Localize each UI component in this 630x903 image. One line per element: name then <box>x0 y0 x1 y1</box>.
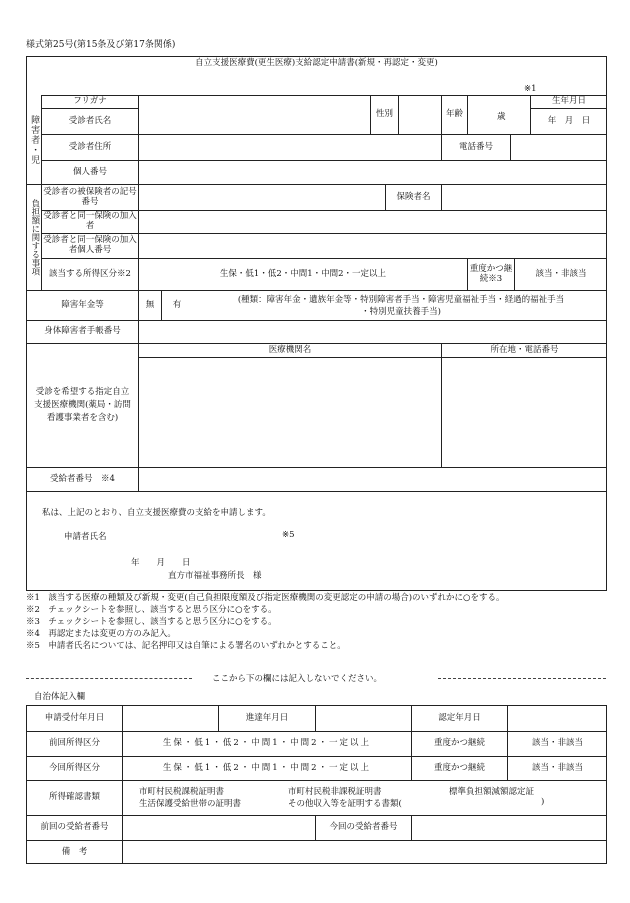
curr-income-options[interactable]: 生保・低1・低2・中間1・中間2・一定以上 <box>162 762 372 773</box>
pension-types-line1: (種類：障害年金・遺族年金等・特別障害者手当・障害児童福祉手当・経過的福祉手当 <box>237 295 565 305</box>
patient-address-field[interactable] <box>139 135 441 160</box>
note-2: ※2 チェックシートを参照し、該当すると思う区分に○をする。 <box>26 605 277 615</box>
approval-date-label: 認定年月日 <box>438 712 481 723</box>
recipient-number-field[interactable] <box>139 468 606 491</box>
patient-name-field[interactable] <box>139 96 370 134</box>
receipt-date-label: 申請受付年月日 <box>44 712 105 723</box>
patient-name-label: 受診者氏名 <box>68 115 112 126</box>
form-title: 自立支援医療費(更生医療)支給認定申請書(新規・再認定・変更) <box>195 58 438 69</box>
same-insurance-member-label: 受診者と同一保険の加入者 <box>43 211 137 231</box>
prev-severe-label: 重度かつ継続 <box>433 738 485 749</box>
note-1: ※1 該当する医療の種類及び新規・変更(自己負担限度額及び指定医療機関の変更認定の申請の場合)のいずれかに○をする。 <box>26 593 505 603</box>
furigana-label: フリガナ <box>73 96 107 107</box>
income-docs-label: 所得確認書類 <box>48 792 100 803</box>
doc-reduction-cert: 標準負担額減額認定証 <box>449 787 535 797</box>
pension-types-line2: ・特別児童扶養手当) <box>361 307 441 317</box>
applicant-name-label: 申請者氏名 <box>64 532 107 542</box>
divider-right <box>438 678 606 679</box>
age-unit: 歳 <box>497 112 506 122</box>
severe-continuous-options[interactable]: 該当・非該当 <box>535 268 587 279</box>
burden-group-label: 負担額に関する事項 <box>29 199 40 276</box>
age-label: 年齢 <box>445 109 463 120</box>
prev-severe-options[interactable]: 該当・非該当 <box>531 738 583 749</box>
divider-left <box>26 678 192 679</box>
curr-severe-options[interactable]: 該当・非該当 <box>531 762 583 773</box>
handbook-label: 身体障害者手帳番号 <box>44 326 121 337</box>
remarks-field[interactable] <box>123 841 607 864</box>
institution-label: 受診を希望する指定自立支援医療機関(薬局・訪問看護事業者を含む) <box>34 387 131 423</box>
application-date: 年 月 日 <box>131 558 191 568</box>
doc-welfare-cert: 生活保護受給世帯の証明書 <box>139 799 242 809</box>
curr-income-label: 今回所得区分 <box>48 762 100 773</box>
curr-severe-label: 重度かつ継続 <box>433 762 485 773</box>
same-insurance-number-label: 受診者と同一保険の加入者個人番号 <box>43 235 137 255</box>
prev-income-options[interactable]: 生保・低1・低2・中間1・中間2・一定以上 <box>162 738 372 749</box>
divider-text: ここから下の欄には記入しないでください。 <box>212 674 383 684</box>
doc-nontax-cert: 市町村民税非課税証明書 <box>288 787 382 797</box>
insured-symbol-label: 受診者の被保険者の記号番号 <box>43 186 137 207</box>
transmit-date-label: 進達年月日 <box>245 712 289 723</box>
addressee: 直方市福祉事務所長 様 <box>168 571 262 581</box>
doc-tax-cert: 市町村民税課税証明書 <box>139 787 225 797</box>
pension-label: 障害年金等 <box>61 299 104 310</box>
note-5: ※5 申請者氏名については、記名押印又は自筆による署名のいずれかとすること。 <box>26 641 346 651</box>
sex-label: 性別 <box>375 109 393 120</box>
personal-number-label: 個人番号 <box>72 166 107 177</box>
recipient-number-label: 受給者番号 ※4 <box>50 473 115 484</box>
institution-name-header: 医療機関名 <box>268 344 312 355</box>
institution-name-field[interactable] <box>139 358 441 467</box>
note-ref-5: ※5 <box>282 530 295 540</box>
prev-recipient-label: 前回の受給者番号 <box>40 822 109 833</box>
application-statement: 私は、上記のとおり、自立支援医療費の支給を申請します。 <box>42 508 271 518</box>
birthdate-label: 生年月日 <box>551 96 586 107</box>
severe-continuous-label: 重度かつ継続※3 <box>469 263 513 284</box>
note-ref-1: ※1 <box>524 84 537 94</box>
handbook-field[interactable] <box>139 321 606 343</box>
income-class-options[interactable]: 生保・低1・低2・中間1・中間2・一定以上 <box>219 268 387 279</box>
phone-label: 電話番号 <box>458 141 493 152</box>
income-class-label: 該当する所得区分※2 <box>49 268 131 279</box>
notes-list <box>26 592 626 652</box>
sex-field[interactable] <box>399 96 441 134</box>
note-4: ※4 再認定または変更の方のみ記入。 <box>26 629 176 639</box>
pension-none-option[interactable]: 無 <box>145 299 155 310</box>
birthdate-format: 年 月 日 <box>547 115 591 126</box>
doc-other-income: その他収入等を証明する書類( <box>288 799 402 809</box>
office-section-title: 自治体記入欄 <box>34 692 86 702</box>
insurer-name-label: 保険者名 <box>396 191 431 202</box>
remarks-label: 備 考 <box>61 846 88 857</box>
form-number: 様式第25号(第15条及び第17条関係) <box>26 40 176 50</box>
patient-address-label: 受診者住所 <box>68 141 112 152</box>
curr-recipient-label: 今回の受給者番号 <box>329 822 398 833</box>
note-3: ※3 チェックシートを参照し、該当すると思う区分に○をする。 <box>26 617 277 627</box>
institution-address-field[interactable] <box>442 358 607 467</box>
pension-types <box>196 294 606 318</box>
pension-yes-option[interactable]: 有 <box>172 299 182 310</box>
doc-other-close: ) <box>541 797 545 807</box>
prev-income-label: 前回所得区分 <box>48 738 100 749</box>
institution-address-header: 所在地・電話番号 <box>490 344 559 355</box>
patient-group-label: 障害者・児 <box>29 115 40 165</box>
